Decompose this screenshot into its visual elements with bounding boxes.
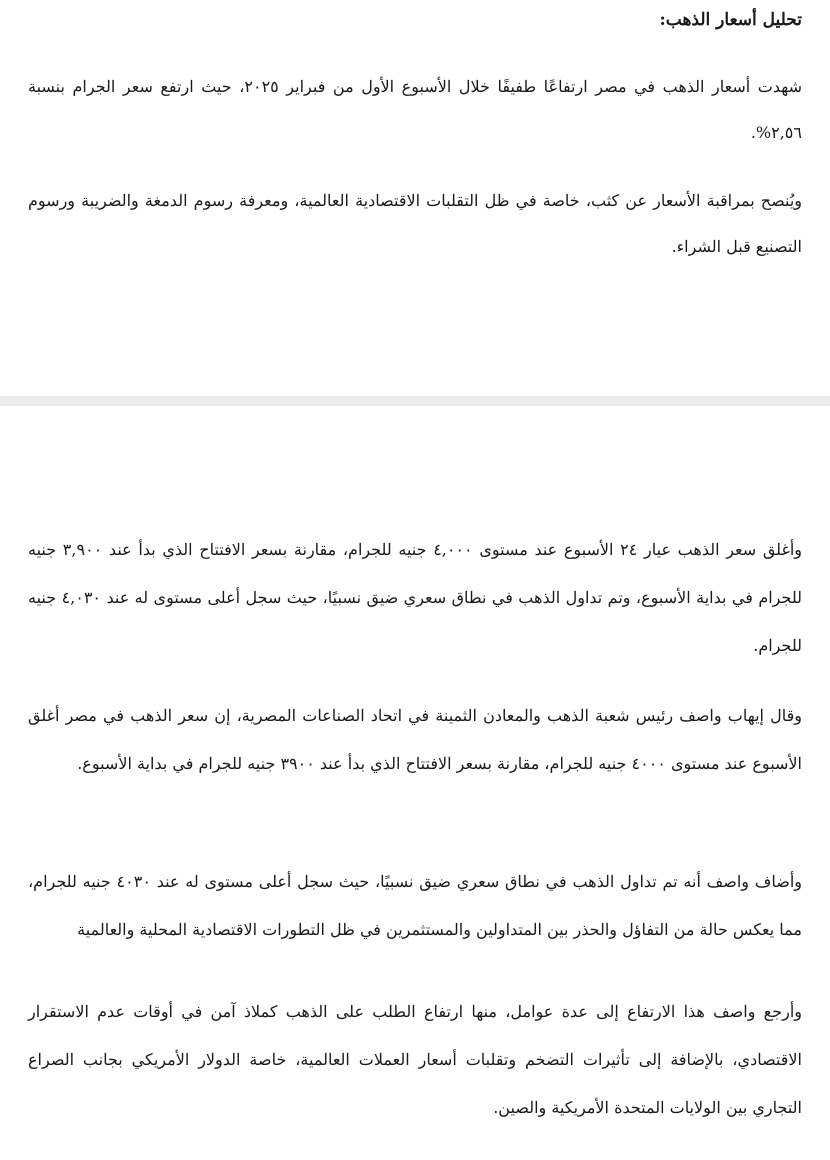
paragraph-rise-factors: وأرجع واصف هذا الارتفاع إلى عدة عوامل، منها ارتفاع الطلب على الذهب كملاذ آمن في أوقات عدم الاستقرار الاقتصادي، بالإضافة إلى تأثيرات التضخم وتقلبات أسعار العملات العالمية، خاصة الدولار الأمريكي بجانب الصراع التجاري بين الولايات المتحدة الأمريكية والصين.: [28, 1002, 802, 1117]
section-heading: تحليل أسعار الذهب:: [659, 10, 802, 30]
paragraph-trading-range: وأضاف واصف أنه تم تداول الذهب في نطاق سعري ضيق نسبيًا، حيث سجل أعلى مستوى له عند ٤٠٣٠ جنيه للجرام، مما يعكس حالة من التفاؤل والحذر بين المتداولين والمستثمرين في ظل التطورات الاقتصادية المحلية والعالمية: [28, 872, 803, 939]
paragraph-official-statement: وقال إيهاب واصف رئيس شعبة الذهب والمعادن الثمينة في اتحاد الصناعات المصرية، إن سعر الذهب في مصر أغلق الأسبوع عند مستوى ٤٠٠٠ جنيه للجرام، مقارنة بسعر الافتتاح الذي بدأ عند ٣٩٠٠ جنيه للجرام في بداية الأسبوع.: [28, 706, 802, 773]
section-divider: [0, 396, 830, 406]
gold-analysis-section: [0, 0, 830, 396]
article-body-section: [0, 406, 830, 1160]
paragraph-advice: ويُنصح بمراقبة الأسعار عن كثب، خاصة في ظل التقلبات الاقتصادية العالمية، ومعرفة رسوم الدمغة والضريبة ورسوم التصنيع قبل الشراء.: [28, 191, 803, 256]
paragraph-weekly-close: وأغلق سعر الذهب عيار ٢٤ الأسبوع عند مستوى ٤,٠٠٠ جنيه للجرام، مقارنة بسعر الافتتاح الذي بدأ عند ٣,٩٠٠ جنيه للجرام في بداية الأسبوع، وتم تداول الذهب في نطاق سعري ضيق نسبيًا، حيث سجل أعلى مستوى له عند ٤,٠٣٠ جنيه للجرام.: [28, 540, 802, 655]
paragraph-price-rise: شهدت أسعار الذهب في مصر ارتفاعًا طفيفًا خلال الأسبوع الأول من فبراير ٢٠٢٥، حيث ارتفع سعر الجرام بنسبة ٢,٥٦%.: [28, 77, 803, 142]
